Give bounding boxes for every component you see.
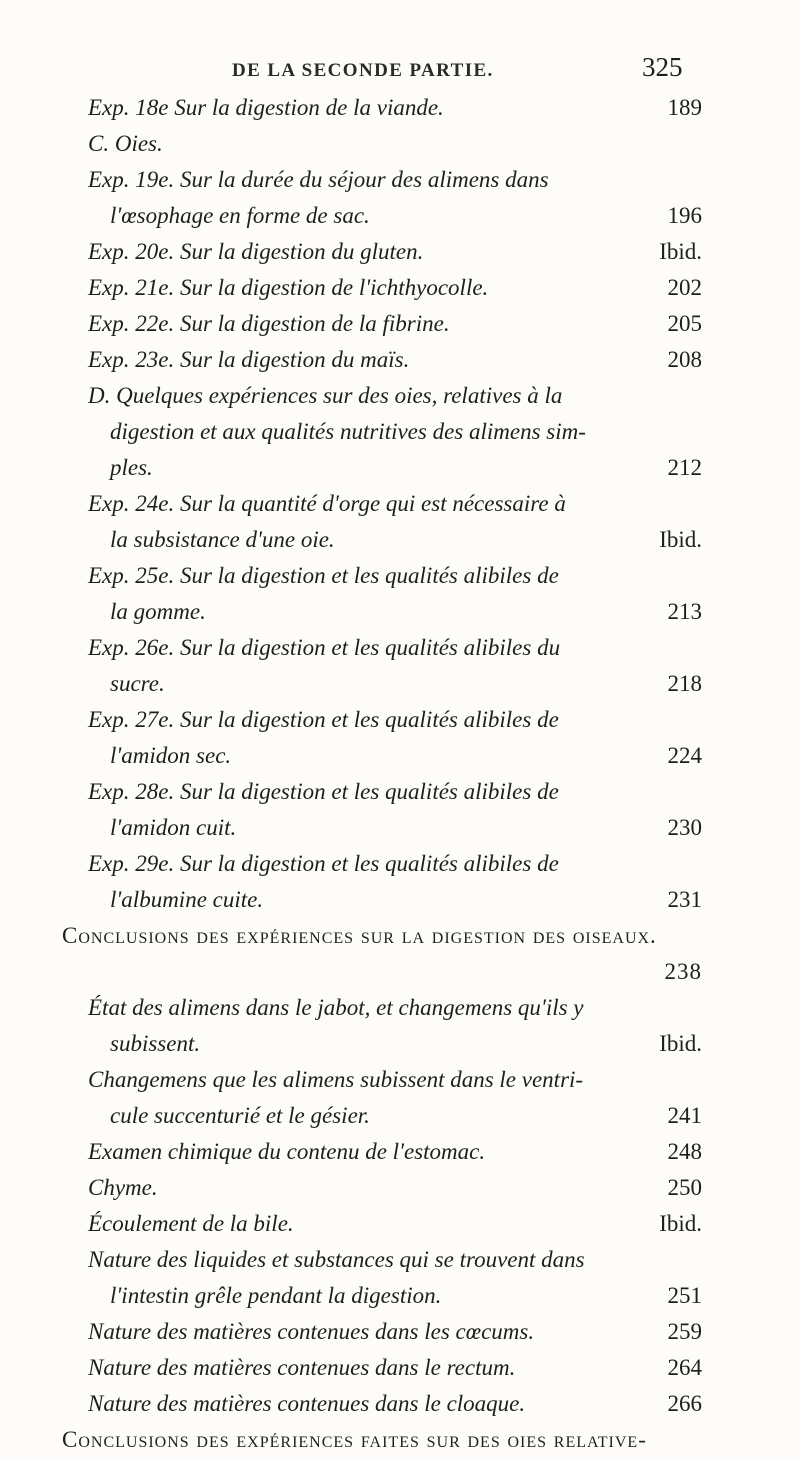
toc-entry — [0, 1206, 800, 1242]
toc-entry — [0, 126, 800, 162]
toc-entry — [0, 306, 800, 342]
toc-entry-text: C. Oies. — [88, 131, 163, 156]
toc-entry-page: 224 — [667, 743, 702, 768]
toc-entry-text: État des alimens dans le jabot, et changemens qu'ils y — [88, 995, 584, 1020]
toc-entry — [0, 90, 800, 126]
toc-line — [0, 1242, 800, 1278]
toc-line — [0, 846, 800, 882]
toc-entry-text: Changemens que les alimens subissent dans le ventri- — [88, 1067, 584, 1092]
toc-entry-text: Exp. 25e. Sur la digestion et les qualités alibiles de — [88, 563, 559, 588]
toc-line — [0, 1278, 800, 1314]
toc-line — [0, 702, 800, 738]
running-head: DE LA SECONDE PARTIE. — [232, 60, 494, 81]
toc-line — [0, 306, 800, 342]
toc-entry — [0, 1350, 800, 1386]
toc-entry — [0, 234, 800, 270]
toc-entry — [0, 1314, 800, 1350]
toc-line — [0, 270, 800, 306]
toc-entry-page: 212 — [667, 455, 702, 480]
toc-line — [0, 954, 800, 990]
toc-entry-text: Chyme. — [88, 1175, 158, 1200]
toc-line — [0, 378, 800, 414]
toc-entry-text: Exp. 28e. Sur la digestion et les qualités alibiles de — [88, 779, 559, 804]
toc-entry-page: 230 — [667, 815, 702, 840]
toc-entry-page: 266 — [667, 1391, 702, 1416]
toc-entry-text: l'œsophage en forme de sac. — [110, 203, 370, 228]
toc-entry-text: ples. — [110, 455, 153, 480]
table-of-contents — [0, 90, 800, 1458]
toc-entry-page: 231 — [667, 887, 702, 912]
toc-entry-text: digestion et aux qualités nutritives des alimens sim- — [110, 419, 586, 444]
page-header — [0, 52, 800, 92]
toc-line — [0, 234, 800, 270]
toc-entry-text: D. Quelques expériences sur des oies, relatives à la — [88, 383, 563, 408]
toc-entry-page: 213 — [667, 599, 702, 624]
toc-entry — [0, 630, 800, 702]
toc-entry-text: subissent. — [110, 1031, 201, 1056]
toc-entry-text: Exp. 19e. Sur la durée du séjour des alimens dans — [88, 167, 549, 192]
toc-entry-page: 251 — [667, 1283, 702, 1308]
toc-entry-page: 205 — [667, 311, 702, 336]
toc-entry-text: l'intestin grêle pendant la digestion. — [110, 1283, 442, 1308]
toc-entry-text: Nature des matières contenues dans les cœcums. — [88, 1319, 535, 1344]
toc-line — [0, 198, 800, 234]
toc-entry-page: Ibid. — [659, 1031, 702, 1056]
toc-entry-text: Nature des liquides et substances qui se trouvent dans — [88, 1247, 585, 1272]
toc-line — [0, 126, 800, 162]
toc-entry-text: l'amidon cuit. — [110, 815, 237, 840]
toc-entry-page: 202 — [667, 275, 702, 300]
toc-entry-page: 189 — [667, 95, 702, 120]
toc-entry-text: la subsistance d'une oie. — [110, 527, 335, 552]
toc-entry-text: sucre. — [110, 671, 165, 696]
toc-entry-page: 241 — [667, 1103, 702, 1128]
toc-entry-page: 196 — [667, 203, 702, 228]
page-number: 325 — [642, 52, 683, 82]
toc-line — [0, 522, 800, 558]
toc-entry-page: Ibid. — [659, 527, 702, 552]
toc-entry-text: Examen chimique du contenu de l'estomac. — [88, 1139, 486, 1164]
toc-entry-text: Exp. 29e. Sur la digestion et les qualités alibiles de — [88, 851, 559, 876]
toc-entry-page: 259 — [667, 1319, 702, 1344]
toc-line — [0, 630, 800, 666]
toc-entry — [0, 1422, 800, 1458]
toc-line — [0, 90, 800, 126]
toc-entry-text: Exp. 22e. Sur la digestion de la fibrine. — [88, 311, 450, 336]
toc-line — [0, 414, 800, 450]
toc-entry — [0, 342, 800, 378]
toc-entry — [0, 990, 800, 1062]
toc-line — [0, 810, 800, 846]
toc-entry-text: l'amidon sec. — [110, 743, 232, 768]
toc-line — [0, 1134, 800, 1170]
toc-entry — [0, 1062, 800, 1134]
toc-entry-text: Conclusions des expériences sur la digestion des oiseaux. — [62, 923, 657, 948]
toc-entry-page: 238 — [664, 959, 702, 984]
toc-line — [0, 1386, 800, 1422]
toc-entry-page: Ibid. — [659, 1211, 702, 1236]
toc-line — [0, 162, 800, 198]
toc-entry-text: Exp. 24e. Sur la quantité d'orge qui est nécessaire à — [88, 491, 566, 516]
toc-line — [0, 882, 800, 918]
toc-entry-text: Exp. 23e. Sur la digestion du maïs. — [88, 347, 410, 372]
toc-line — [0, 774, 800, 810]
toc-line — [0, 1422, 800, 1458]
toc-line — [0, 990, 800, 1026]
toc-entry — [0, 1134, 800, 1170]
toc-entry-text: Exp. 21e. Sur la digestion de l'ichthyocolle. — [88, 275, 489, 300]
toc-entry — [0, 270, 800, 306]
toc-line — [0, 1206, 800, 1242]
toc-entry-text: l'albumine cuite. — [110, 887, 264, 912]
toc-entry-page: 218 — [667, 671, 702, 696]
toc-entry — [0, 918, 800, 990]
toc-line — [0, 1062, 800, 1098]
toc-entry-text: Exp. 18e Sur la digestion de la viande. — [88, 95, 444, 120]
toc-entry-text: Exp. 20e. Sur la digestion du gluten. — [88, 239, 424, 264]
toc-line — [0, 486, 800, 522]
toc-entry-text: cule succenturié et le gésier. — [110, 1103, 370, 1128]
toc-line — [0, 918, 800, 954]
toc-entry-text: Exp. 27e. Sur la digestion et les qualités alibiles de — [88, 707, 559, 732]
toc-entry — [0, 774, 800, 846]
toc-entry — [0, 558, 800, 630]
toc-line — [0, 342, 800, 378]
toc-line — [0, 594, 800, 630]
toc-line — [0, 738, 800, 774]
toc-entry — [0, 486, 800, 558]
toc-entry — [0, 378, 800, 486]
toc-line — [0, 666, 800, 702]
toc-entry — [0, 1242, 800, 1314]
toc-line — [0, 558, 800, 594]
toc-line — [0, 450, 800, 486]
toc-line — [0, 1314, 800, 1350]
toc-line — [0, 1350, 800, 1386]
toc-line — [0, 1026, 800, 1062]
toc-line — [0, 1170, 800, 1206]
toc-entry-text: Nature des matières contenues dans le rectum. — [88, 1355, 516, 1380]
toc-entry — [0, 702, 800, 774]
toc-entry-page: 248 — [667, 1139, 702, 1164]
toc-line — [0, 1098, 800, 1134]
toc-entry-text: Nature des matières contenues dans le cloaque. — [88, 1391, 526, 1416]
toc-entry — [0, 846, 800, 918]
toc-entry — [0, 162, 800, 234]
toc-entry-page: 250 — [667, 1175, 702, 1200]
toc-entry-page: 264 — [667, 1355, 702, 1380]
toc-entry-text: Écoulement de la bile. — [88, 1211, 294, 1236]
toc-entry-text: Conclusions des expériences faites sur des oies relative- — [62, 1427, 647, 1452]
toc-entry-page: Ibid. — [659, 239, 702, 264]
toc-entry-text: la gomme. — [110, 599, 206, 624]
toc-entry — [0, 1386, 800, 1422]
toc-entry — [0, 1170, 800, 1206]
toc-entry-page: 208 — [667, 347, 702, 372]
toc-entry-text: Exp. 26e. Sur la digestion et les qualités alibiles du — [88, 635, 561, 660]
